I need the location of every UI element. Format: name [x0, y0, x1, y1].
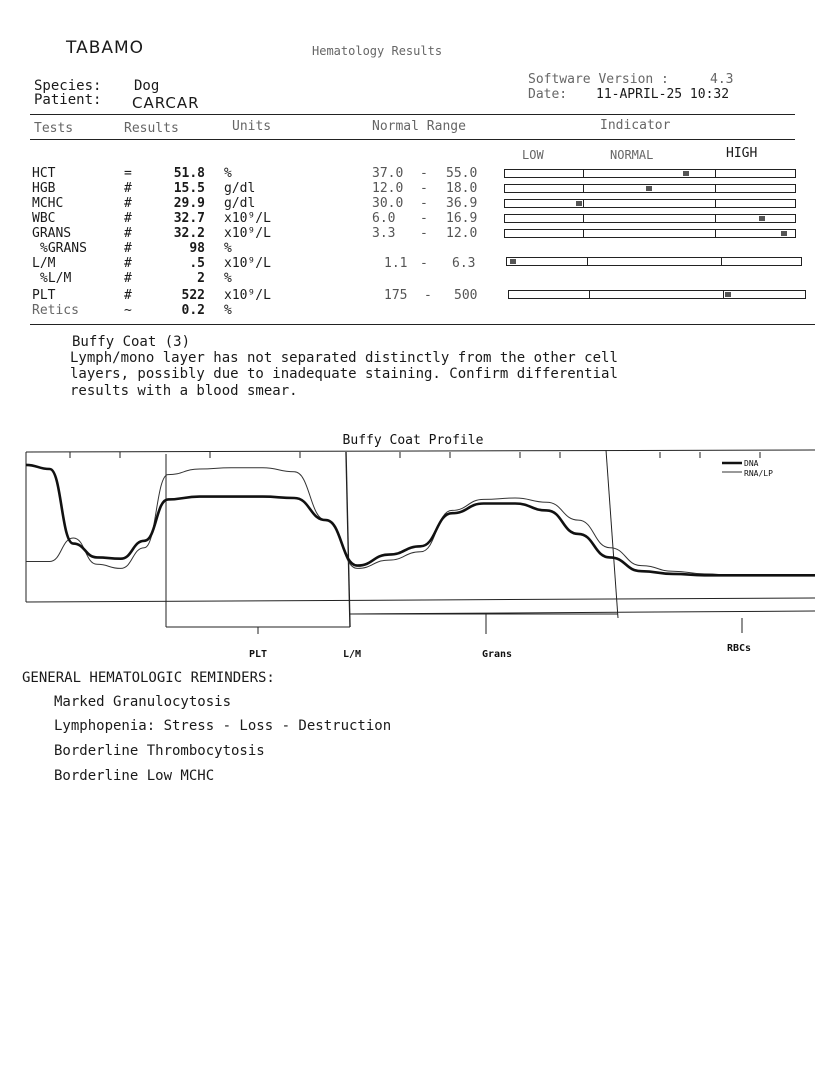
result-flag: # [124, 226, 132, 241]
header-rule [30, 114, 795, 115]
indicator-high-tick [723, 290, 724, 299]
result-unit: % [224, 271, 232, 286]
col-normal-range: Normal Range [372, 119, 466, 134]
result-row-grans [0, 226, 815, 241]
chart-baseline [26, 598, 815, 602]
col-results: Results [124, 121, 179, 136]
test-name: HGB [32, 181, 56, 196]
indicator-marker [759, 216, 765, 221]
col-tests: Tests [34, 121, 74, 136]
indicator-bar [504, 184, 796, 193]
result-row-hct [0, 166, 815, 181]
indicator-bar [504, 214, 796, 223]
legend-label-dna: DNA [744, 459, 759, 468]
result-value: 2 [197, 271, 205, 286]
indicator-low-tick [583, 169, 584, 178]
region-label-plt: PLT [248, 649, 268, 660]
result-unit: g/dl [224, 196, 256, 211]
results-rule [30, 324, 815, 325]
indicator-low-tick [587, 257, 588, 266]
columns-rule [30, 139, 795, 140]
result-unit: g/dl [224, 181, 256, 196]
result-value: 15.5 [173, 181, 205, 196]
report-date: 11-APRIL-25 10:32 [596, 87, 730, 102]
indicator-high-tick [715, 199, 716, 208]
series-line-dna [26, 465, 815, 575]
range-high: 16.9 [446, 211, 478, 226]
indicator-marker [510, 259, 516, 264]
range-low: 175 [384, 288, 408, 303]
patient-value: CARCAR [132, 94, 200, 112]
reminder-item: Lymphopenia: Stress - Loss - Destruction [54, 718, 392, 734]
patient-label: Patient: [34, 92, 102, 108]
result-row-wbc [0, 211, 815, 226]
result-flag: # [124, 288, 132, 303]
range-sep: - [420, 166, 428, 181]
reminder-item: Borderline Thrombocytosis [54, 743, 265, 759]
result-value: 29.9 [173, 196, 205, 211]
range-high: 500 [454, 288, 478, 303]
reminder-item: Borderline Low MCHC [54, 768, 215, 784]
result-unit: x10⁹/L [224, 288, 271, 303]
result-unit: % [224, 303, 232, 318]
buffy-coat-note-line: results with a blood smear. [70, 383, 298, 399]
col-indicator: Indicator [600, 118, 671, 133]
range-sep: - [424, 288, 432, 303]
indicator-marker [725, 292, 731, 297]
indicator-high-tick [721, 257, 722, 266]
result-unit: % [224, 166, 232, 181]
indicator-high-tick [715, 214, 716, 223]
result-value: 51.8 [173, 166, 205, 181]
range-low: 1.1 [384, 256, 408, 271]
result-row-pct-lm [0, 271, 815, 286]
region-label-rbcs: RBCs [726, 643, 752, 654]
scale-low: LOW [522, 148, 544, 162]
species-label: Species: [34, 78, 102, 94]
range-low: 6.0 [372, 211, 396, 226]
result-flag: ~ [124, 303, 132, 318]
buffy-coat-profile-chart [0, 428, 815, 668]
indicator-high-tick [715, 184, 716, 193]
region-label-grans: Grans [481, 649, 513, 660]
result-unit: x10⁹/L [224, 211, 271, 226]
range-sep: - [420, 196, 428, 211]
reminder-item: Marked Granulocytosis [54, 694, 232, 710]
range-sep: - [420, 181, 428, 196]
range-low: 37.0 [372, 166, 404, 181]
result-value: 522 [181, 288, 205, 303]
result-flag: # [124, 256, 132, 271]
result-row-retics [0, 303, 815, 318]
result-value: 0.2 [181, 303, 205, 318]
test-name: Retics [32, 303, 79, 318]
range-low: 30.0 [372, 196, 404, 211]
indicator-high-tick [715, 229, 716, 238]
software-version: 4.3 [710, 72, 734, 87]
result-value: 32.2 [173, 226, 205, 241]
result-unit: x10⁹/L [224, 226, 271, 241]
range-high: 55.0 [446, 166, 478, 181]
indicator-low-tick [583, 199, 584, 208]
chart-title: Buffy Coat Profile [342, 433, 484, 448]
range-high: 18.0 [446, 181, 478, 196]
result-flag: # [124, 211, 132, 226]
result-row-mchc [0, 196, 815, 211]
result-row-lm [0, 256, 815, 271]
chart-top-border [26, 450, 815, 452]
result-flag: # [124, 271, 132, 286]
result-value: 98 [189, 241, 205, 256]
range-low: 12.0 [372, 181, 404, 196]
result-flag: # [124, 196, 132, 211]
indicator-bar [504, 229, 796, 238]
result-row-plt [0, 288, 815, 303]
buffy-coat-note-line: Lymph/mono layer has not separated distinctly from the other cell [70, 350, 618, 366]
reminders-heading: GENERAL HEMATOLOGIC REMINDERS: [22, 670, 275, 686]
date-label: Date: [528, 87, 568, 102]
indicator-low-tick [583, 229, 584, 238]
test-name: PLT [32, 288, 56, 303]
indicator-low-tick [589, 290, 590, 299]
scale-normal: NORMAL [610, 148, 654, 162]
indicator-bar [506, 257, 802, 266]
result-value: .5 [189, 256, 205, 271]
page-title: Hematology Results [312, 44, 443, 58]
range-high: 6.3 [452, 256, 476, 271]
result-unit: % [224, 241, 232, 256]
result-row-pct-grans [0, 241, 815, 256]
buffy-coat-note-line: layers, possibly due to inadequate staining. Confirm differential [70, 366, 618, 382]
series-line-rna-lp [26, 468, 815, 576]
result-flag: # [124, 181, 132, 196]
species-value: Dog [134, 78, 160, 94]
test-name: %GRANS [40, 241, 87, 256]
indicator-bar [508, 290, 806, 299]
result-row-hgb [0, 181, 815, 196]
range-sep: - [420, 226, 428, 241]
indicator-bar [504, 169, 796, 178]
handwritten-patient-name: TABAMO [66, 38, 145, 58]
result-flag: # [124, 241, 132, 256]
indicator-marker [781, 231, 787, 236]
indicator-high-tick [715, 169, 716, 178]
region-label-lm: L/M [342, 649, 362, 660]
grans-boundary-line [606, 450, 618, 618]
legend-label-rna-lp: RNA/LP [744, 469, 773, 478]
range-sep: - [420, 211, 428, 226]
result-unit: x10⁹/L [224, 256, 271, 271]
col-units: Units [232, 119, 272, 134]
range-low: 3.3 [372, 226, 396, 241]
test-name: HCT [32, 166, 56, 181]
indicator-bar [504, 199, 796, 208]
test-name: MCHC [32, 196, 64, 211]
test-name: GRANS [32, 226, 72, 241]
indicator-marker [646, 186, 652, 191]
result-flag: = [124, 166, 132, 181]
indicator-low-tick [583, 184, 584, 193]
software-label: Software Version : [528, 72, 669, 87]
buffy-coat-heading: Buffy Coat (3) [72, 334, 191, 350]
indicator-marker [576, 201, 582, 206]
test-name: L/M [32, 256, 56, 271]
range-high: 36.9 [446, 196, 478, 211]
indicator-marker [683, 171, 689, 176]
scale-high: HIGH [726, 146, 758, 161]
range-high: 12.0 [446, 226, 478, 241]
result-value: 32.7 [173, 211, 205, 226]
test-name: WBC [32, 211, 56, 226]
range-sep: - [420, 256, 428, 271]
indicator-low-tick [583, 214, 584, 223]
chart-top-ticks [70, 452, 760, 458]
test-name: %L/M [40, 271, 72, 286]
